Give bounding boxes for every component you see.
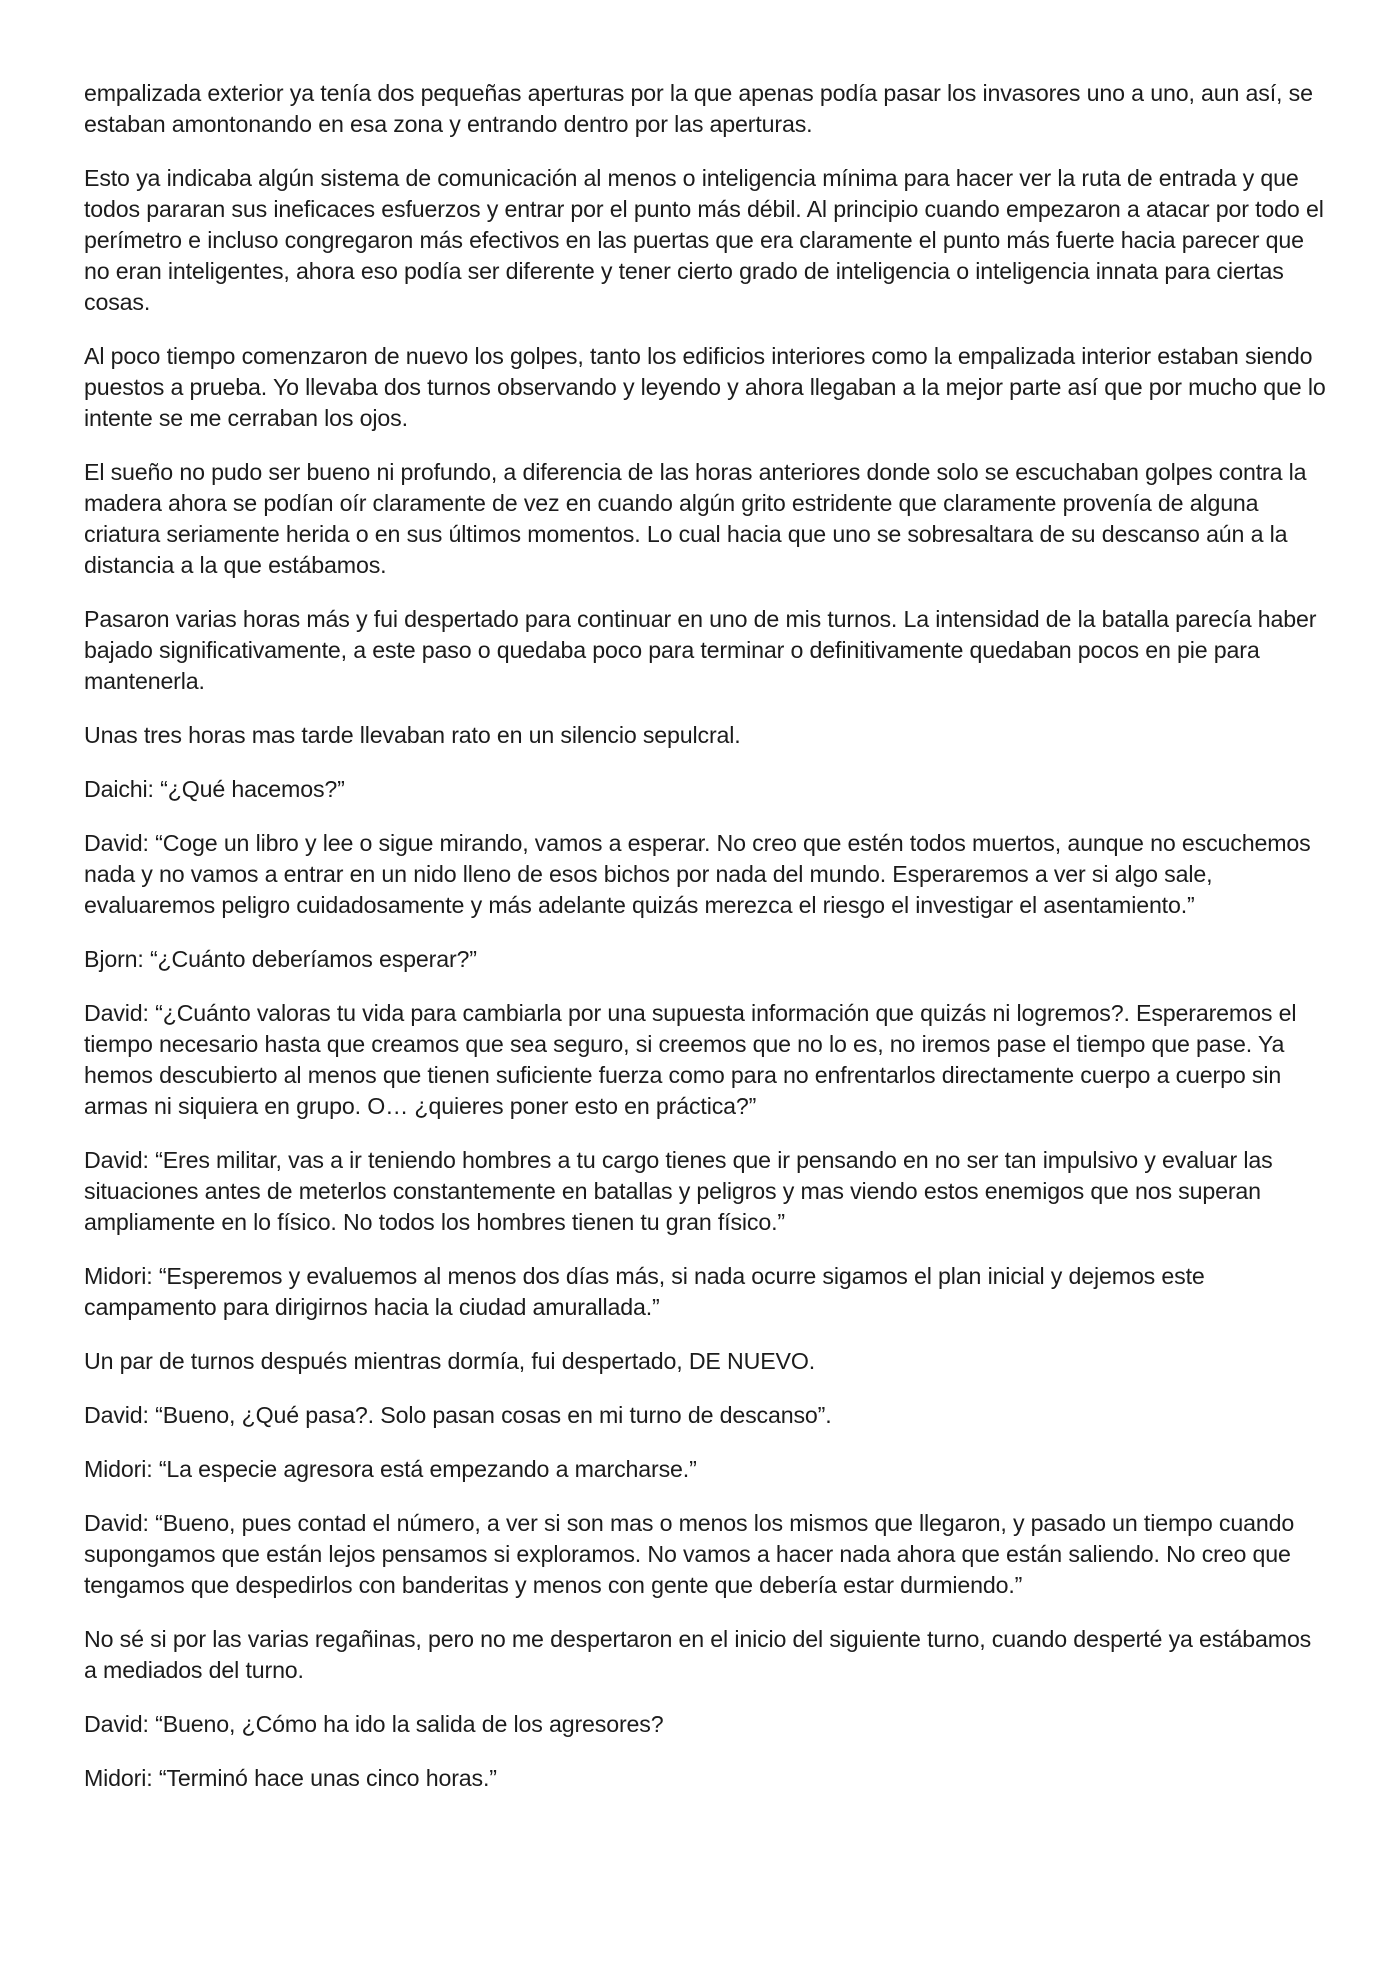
paragraph: No sé si por las varias regañinas, pero no me despertaron en el inicio del siguiente turno, cuando desperté ya estábamos a mediados del turno. [84, 1626, 1312, 1683]
dialogue-line: David: “Bueno, pues contad el número, a ver si son mas o menos los mismos que llegaron, y pasado un tiempo cuando supongamos que están lejos pensamos si exploramos. No vamos a hacer nada ahora que están saliendo. No creo que tengamos que despedirlos con banderitas y menos con gente que debería estar durmiendo.” [84, 1510, 1295, 1598]
paragraph: Pasaron varias horas más y fui despertado para continuar en uno de mis turnos. La intensidad de la batalla parecía haber bajado significativamente, a este paso o quedaba poco para terminar o definitivamente quedaban pocos en pie para mantenerla. [84, 606, 1317, 694]
paragraph: Esto ya indicaba algún sistema de comunicación al menos o inteligencia mínima para hacer ver la ruta de entrada y que todos pararan sus ineficaces esfuerzos y entrar por el punto más débil. Al principio cuando empezaron a atacar por todo el perímetro e incluso congregaron más efectivos en las puertas que era claramente el punto más fuerte hacia parecer que no eran inteligentes, ahora eso podía ser diferente y tener cierto grado de inteligencia o inteligencia innata para ciertas cosas. [84, 165, 1324, 315]
dialogue-line: David: “¿Cuánto valoras tu vida para cambiarla por una supuesta información que quizás ni logremos?. Esperaremos el tiempo necesario hasta que creamos que sea seguro, si creemos que no lo es, no iremos pase el tiempo que pase. Ya hemos descubierto al menos que tienen suficiente fuerza como para no enfrentarlos directamente cuerpo a cuerpo sin armas ni siquiera en grupo. O… ¿quieres poner esto en práctica?” [84, 1000, 1297, 1119]
dialogue-line: Bjorn: “¿Cuánto deberíamos esperar?” [84, 946, 477, 972]
dialogue-line: David: “Bueno, ¿Qué pasa?. Solo pasan cosas en mi turno de descanso”. [84, 1402, 832, 1428]
paragraph: Un par de turnos después mientras dormía, fui despertado, DE NUEVO. [84, 1348, 816, 1374]
dialogue-line: David: “Bueno, ¿Cómo ha ido la salida de los agresores? [84, 1711, 664, 1737]
paragraph: El sueño no pudo ser bueno ni profundo, a diferencia de las horas anteriores donde solo se escuchaban golpes contra la madera ahora se podían oír claramente de vez en cuando algún grito estridente que claramente provenía de alguna criatura seriamente herida o en sus últimos momentos. Lo cual hacia que uno se sobresaltara de su descanso aún a la distancia a la que estábamos. [84, 459, 1307, 578]
paragraph: empalizada exterior ya tenía dos pequeñas aperturas por la que apenas podía pasar los invasores uno a uno, aun así, se estaban amontonando en esa zona y entrando dentro por las aperturas. [84, 80, 1313, 137]
paragraph: Unas tres horas mas tarde llevaban rato en un silencio sepulcral. [84, 722, 741, 748]
dialogue-line: David: “Coge un libro y lee o sigue mirando, vamos a esperar. No creo que estén todos muertos, aunque no escuchemos nada y no vamos a entrar en un nido lleno de esos bichos por nada del mundo. Esperaremos a ver si algo sale, evaluaremos peligro cuidadosamente y más adelante quizás merezca el riesgo el investigar el asentamiento.” [84, 830, 1311, 918]
dialogue-line: David: “Eres militar, vas a ir teniendo hombres a tu cargo tienes que ir pensando en no ser tan impulsivo y evaluar las situaciones antes de meterlos constantemente en batallas y peligros y mas viendo estos enemigos que nos superan ampliamente en lo físico. No todos los hombres tienen tu gran físico.” [84, 1147, 1273, 1235]
dialogue-line: Midori: “Terminó hace unas cinco horas.” [84, 1765, 497, 1791]
document-page [84, 78, 1330, 1817]
dialogue-line: Midori: “Esperemos y evaluemos al menos dos días más, si nada ocurre sigamos el plan inicial y dejemos este campamento para dirigirnos hacia la ciudad amurallada.” [84, 1263, 1205, 1320]
paragraph: Al poco tiempo comenzaron de nuevo los golpes, tanto los edificios interiores como la empalizada interior estaban siendo puestos a prueba. Yo llevaba dos turnos observando y leyendo y ahora llegaban a la mejor parte así que por mucho que lo intente se me cerraban los ojos. [84, 343, 1326, 431]
dialogue-line: Midori: “La especie agresora está empezando a marcharse.” [84, 1456, 697, 1482]
dialogue-line: Daichi: “¿Qué hacemos?” [84, 776, 345, 802]
